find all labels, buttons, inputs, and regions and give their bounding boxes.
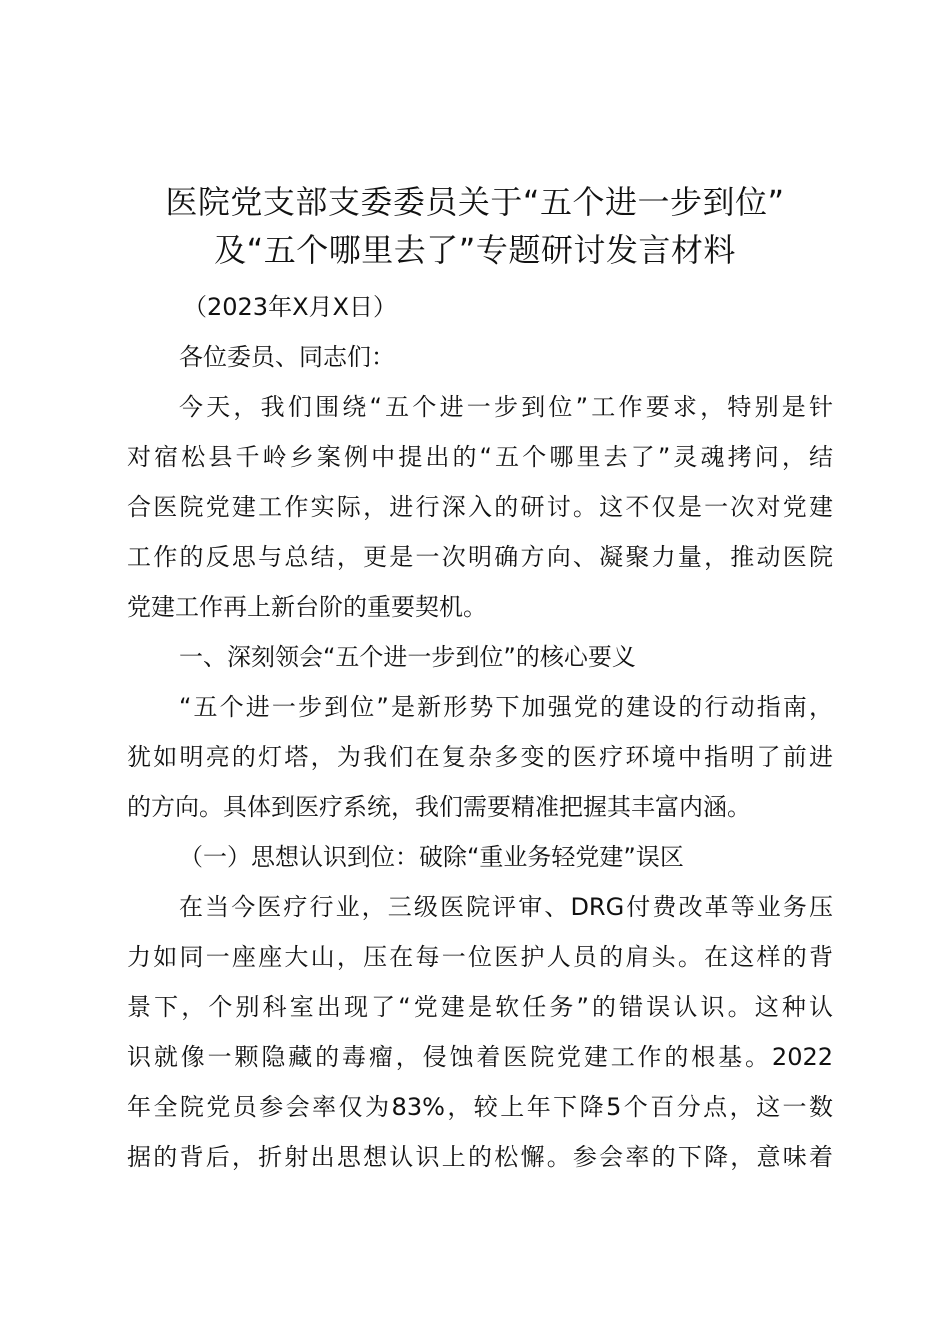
subsection-heading-1: [127, 832, 833, 882]
paragraph-line: 年全院党员参会率仅为83%，较上年下降5个百分点，这一数: [127, 1093, 833, 1121]
paragraph-1: [127, 382, 833, 632]
section-heading-1: [127, 632, 833, 682]
paragraph-line: 识就像一颗隐藏的毒瘤，侵蚀着医院党建工作的根基。2022: [127, 1043, 833, 1071]
salutation: 各位委员、同志们：: [179, 343, 395, 371]
paragraph-line: 的方向。具体到医疗系统，我们需要精准把握其丰富内涵。: [127, 793, 751, 821]
title-line-1: 医院党支部支委委员关于“五个进一步到位”: [165, 183, 785, 221]
paragraph-2: [127, 682, 833, 832]
paragraph-line: 景下，个别科室出现了“党建是软任务”的错误认识。这种认: [127, 993, 833, 1021]
paragraph-line: 今天，我们围绕“五个进一步到位”工作要求，特别是针: [179, 393, 833, 421]
title-line-2: 及“五个哪里去了”专题研讨发言材料: [214, 231, 736, 269]
heading-line: （一）思想认识到位：破除“重业务轻党建”误区: [179, 843, 684, 871]
paragraph-line: 力如同一座座大山，压在每一位医护人员的肩头。在这样的背: [127, 943, 833, 971]
paragraph-line: 党建工作再上新台阶的重要契机。: [127, 593, 487, 621]
paragraph-line: “五个进一步到位”是新形势下加强党的建设的行动指南，: [179, 693, 833, 721]
paragraph-line: 据的背后，折射出思想认识上的松懈。参会率的下降，意味着: [127, 1143, 833, 1171]
paragraph-line: 在当今医疗行业，三级医院评审、DRG付费改革等业务压: [179, 893, 833, 921]
paragraph-line: 工作的反思与总结，更是一次明确方向、凝聚力量，推动医院: [127, 543, 833, 571]
heading-line: 一、深刻领会“五个进一步到位”的核心要义: [179, 643, 636, 671]
paragraph-line: 对宿松县千岭乡案例中提出的“五个哪里去了”灵魂拷问，结: [127, 443, 833, 471]
paragraph-line: 合医院党建工作实际，进行深入的研讨。这不仅是一次对党建: [127, 493, 833, 521]
document-title: [0, 178, 950, 274]
paragraph-line: 犹如明亮的灯塔，为我们在复杂多变的医疗环境中指明了前进: [127, 743, 833, 771]
date-line: （2023年X月X日）: [183, 293, 397, 321]
document-body: [127, 282, 833, 1182]
paragraph-3: [127, 882, 833, 1182]
